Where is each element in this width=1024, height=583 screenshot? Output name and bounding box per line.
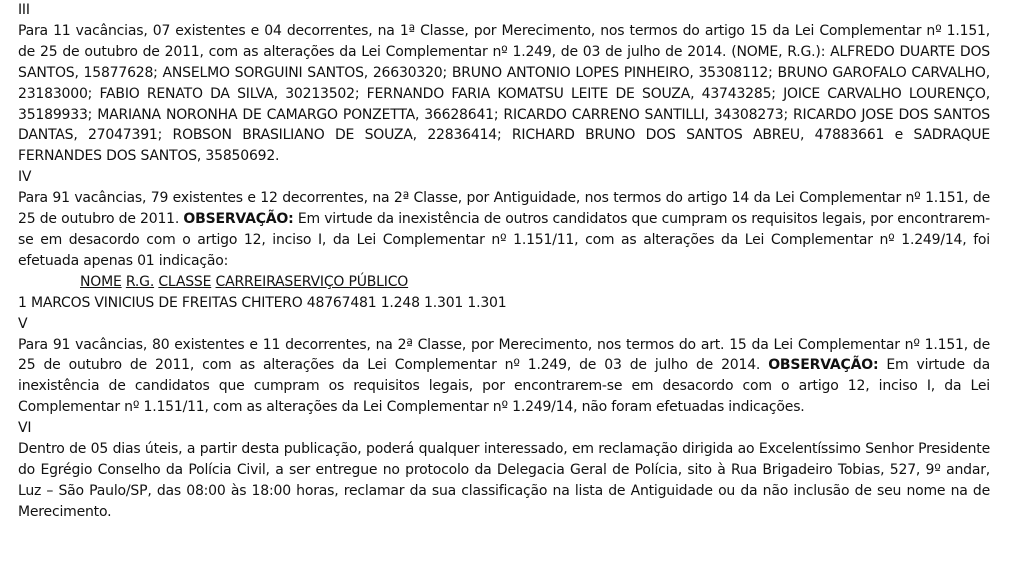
indication-table-header [18, 272, 990, 293]
header-nome: NOME [80, 273, 122, 290]
section-numeral-v: V [18, 315, 28, 332]
section-iv-text-after: Em virtude da inexistência de outros candidatos que cumpram os requisitos legais, por encontrarem-se em desacordo com o artigo 12, inciso I, da Lei Complementar nº 1.151/11, com as alterações da Lei Complementar nº 1.249/14, foi efetuada apenas 01 indicação: [18, 211, 990, 269]
section-v-text-before: Para 91 vacâncias, 80 existentes e 11 decorrentes, na 2ª Classe, por Merecimento, nos termos do art. 15 da Lei Complementar nº 1.151, de 25 de outubro de 2011, com as alterações da Lei Complementar nº 1.249, de 03 de julho de 2014. [18, 336, 990, 374]
section-iv-text-before: Para 91 vacâncias, 79 existentes e 12 decorrentes, na 2ª Classe, por Antiguidade, nos termos do artigo 14 da Lei Complementar nº 1.151, de 25 de outubro de 2011. [18, 190, 990, 228]
section-numeral-vi: VI [18, 420, 32, 437]
section-iv-observation-label: OBSERVAÇÃO: [183, 211, 294, 228]
indication-table-row: 1 MARCOS VINICIUS DE FREITAS CHITERO 48767481 1.248 1.301 1.301 [18, 294, 507, 311]
section-numeral-iv: IV [18, 169, 32, 186]
section-iv-paragraph [18, 188, 990, 272]
section-numeral-iii: III [18, 2, 30, 18]
section-iii-paragraph: Para 11 vacâncias, 07 existentes e 04 decorrentes, na 1ª Classe, por Merecimento, nos termos do artigo 15 da Lei Complementar nº 1.151, de 25 de outubro de 2011, com as alterações da Lei Complementar nº 1.249, de 03 de julho de 2014. (NOME, R.G.): ALFREDO DUARTE DOS SANTOS, 15877628; ANSELMO SORGUINI SANTOS, 26630320; BRUNO ANTONIO LOPES PINHEIRO, 35308112; BRUNO GAROFALO CARVALHO, 23183000; FABIO RENATO DA SILVA, 30213502; FERNANDO FARIA KOMATSU LEITE DE SOUZA, 43743285; JOICE CARVALHO LOURENÇO, 35189933; MARIANA NORONHA DE CAMARGO PONZETTA, 36628641; RICARDO CARRENO SANTILLI, 34308273; RICARDO JOSE DOS SANTOS DANTAS, 27047391; ROBSON BRASILIANO DE SOUZA, 22836414; RICHARD BRUNO DOS SANTOS ABREU, 47883661 e SADRAQUE FERNANDES DOS SANTOS, 35850692. [18, 22, 990, 165]
header-carreira-servico: CARREIRASERVIÇO PÚBLICO [215, 273, 409, 290]
section-v-text-after: Em virtude da inexistência de candidatos que cumpram os requisitos legais, por encontrarem-se em desacordo com o artigo 12, inciso I, da Lei Complementar nº 1.151/11, com as alterações da Lei Complementar nº 1.249/14, não foram efetuadas indicações. [18, 357, 991, 416]
section-vi-paragraph: Dentro de 05 dias úteis, a partir desta publicação, poderá qualquer interessado, em reclamação dirigida ao Excelentíssimo Senhor Presidente do Egrégio Conselho da Polícia Civil, a ser entregue no protocolo da Delegacia Geral de Polícia, sito à Rua Brigadeiro Tobias, 527, 9º andar, Luz – São Paulo/SP, das 08:00 às 18:00 horas, reclamar da sua classificação na lista de Antiguidade ou da não inclusão de seu nome na de Merecimento. [18, 441, 990, 520]
document-body [18, 0, 990, 523]
header-rg: R.G. [125, 273, 155, 290]
header-classe: CLASSE [158, 273, 212, 290]
section-v-paragraph [18, 335, 990, 419]
section-v-observation-label: OBSERVAÇÃO: [768, 357, 879, 374]
